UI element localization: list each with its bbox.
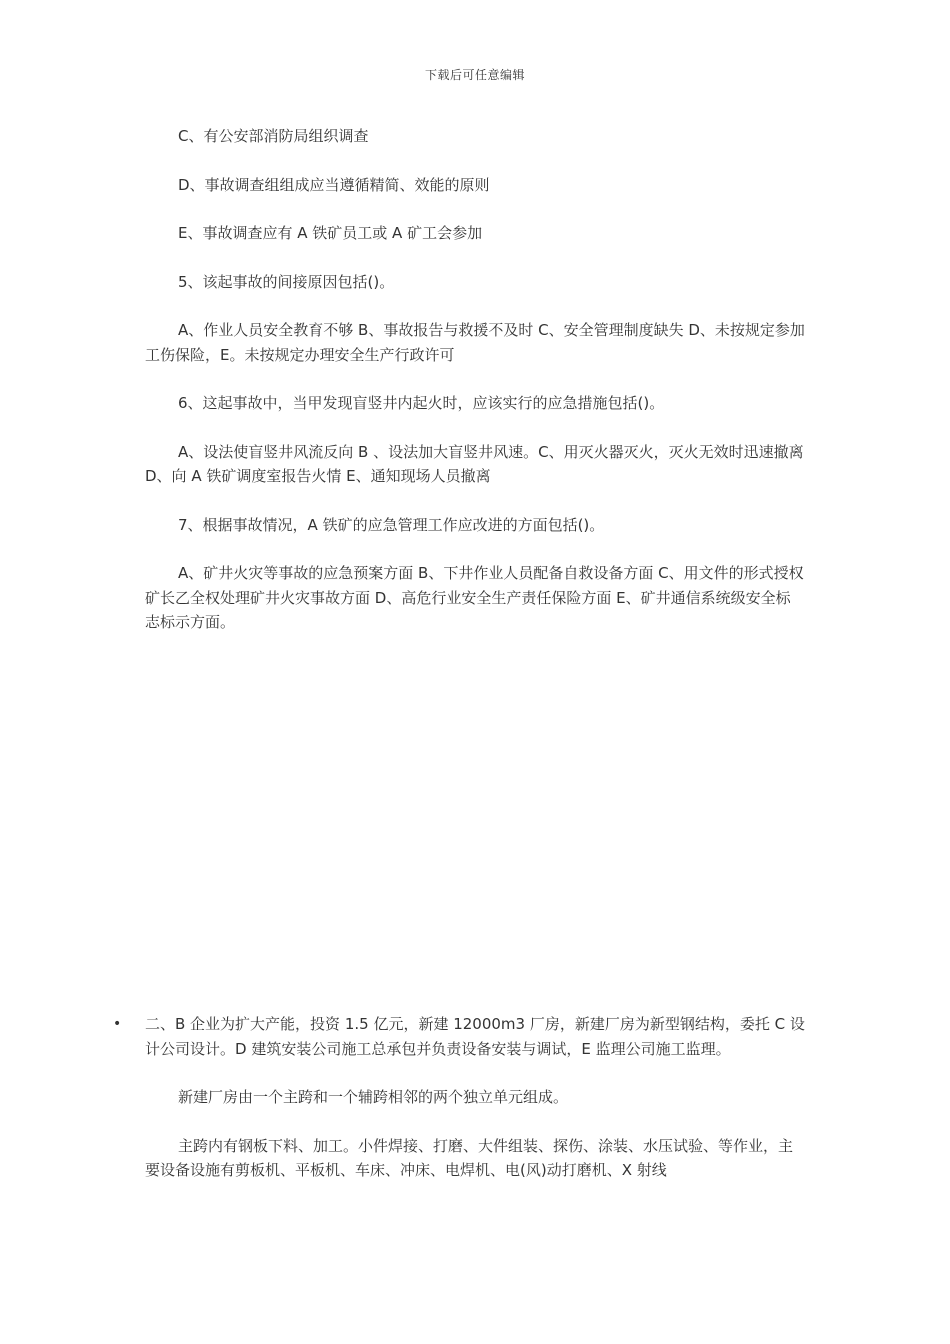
question-5: 5、该起事故的间接原因包括()。 — [178, 272, 395, 291]
top-section — [145, 124, 805, 659]
paragraph-option-d: D、事故调查组组成应当遵循精简、效能的原则 — [178, 175, 490, 194]
paragraph-main-span: 主跨内有钢板下料、加工。小件焊接、打磨、大件组装、探伤、涂装、水压试验、等作业，主要设备设施有剪板机、平板机、车床、冲床、电焊机、电(风)动打磨机、X 射线 — [145, 1136, 794, 1179]
question-6: 6、这起事故中，当甲发现盲竖井内起火时，应该实行的应急措施包括()。 — [178, 394, 665, 412]
bottom-section — [113, 1012, 805, 1207]
question-7: 7、根据事故情况，A 铁矿的应急管理工作应改进的方面包括()。 — [178, 515, 605, 534]
bullet-icon: • — [113, 1016, 122, 1032]
page-header-note: 下载后可任意编辑 — [424, 68, 525, 82]
question-7-options: A、矿井火灾等事故的应急预案方面 B、下井作业人员配备自救设备方面 C、用文件的形式授权矿长乙全权处理矿井火灾事故方面 D、高危行业安全生产责任保险方面 E、矿井通信系统级安全标志标示方面。 — [145, 564, 804, 631]
question-5-options: A、作业人员安全教育不够 B、事故报告与救援不及时 C、安全管理制度缺失 D、未按规定参加工伤保险，E。未按规定办理安全生产行政许可 — [145, 321, 805, 364]
paragraph-plant-units: 新建厂房由一个主跨和一个辅跨相邻的两个独立单元组成。 — [178, 1088, 569, 1106]
paragraph-option-c: C、有公安部消防局组织调查 — [178, 127, 369, 145]
question-6-options: A、设法使盲竖井风流反向 B 、设法加大盲竖井风速。C、用灭火器灭火，灭火无效时迅速撤离 D、向 A 铁矿调度室报告火情 E、通知现场人员撤离 — [145, 442, 804, 485]
paragraph-option-e: E、事故调查应有 A 铁矿员工或 A 矿工会参加 — [178, 224, 483, 242]
case-two-intro: 二、B 企业为扩大产能，投资 1.5 亿元，新建 12000m3 厂房，新建厂房为新型钢结构，委托 C 设计公司设计。D 建筑安装公司施工总承包并负责设备安装与调试，E 监理公司施工监理。 — [145, 1015, 805, 1058]
list-item-case-two — [113, 1012, 805, 1061]
